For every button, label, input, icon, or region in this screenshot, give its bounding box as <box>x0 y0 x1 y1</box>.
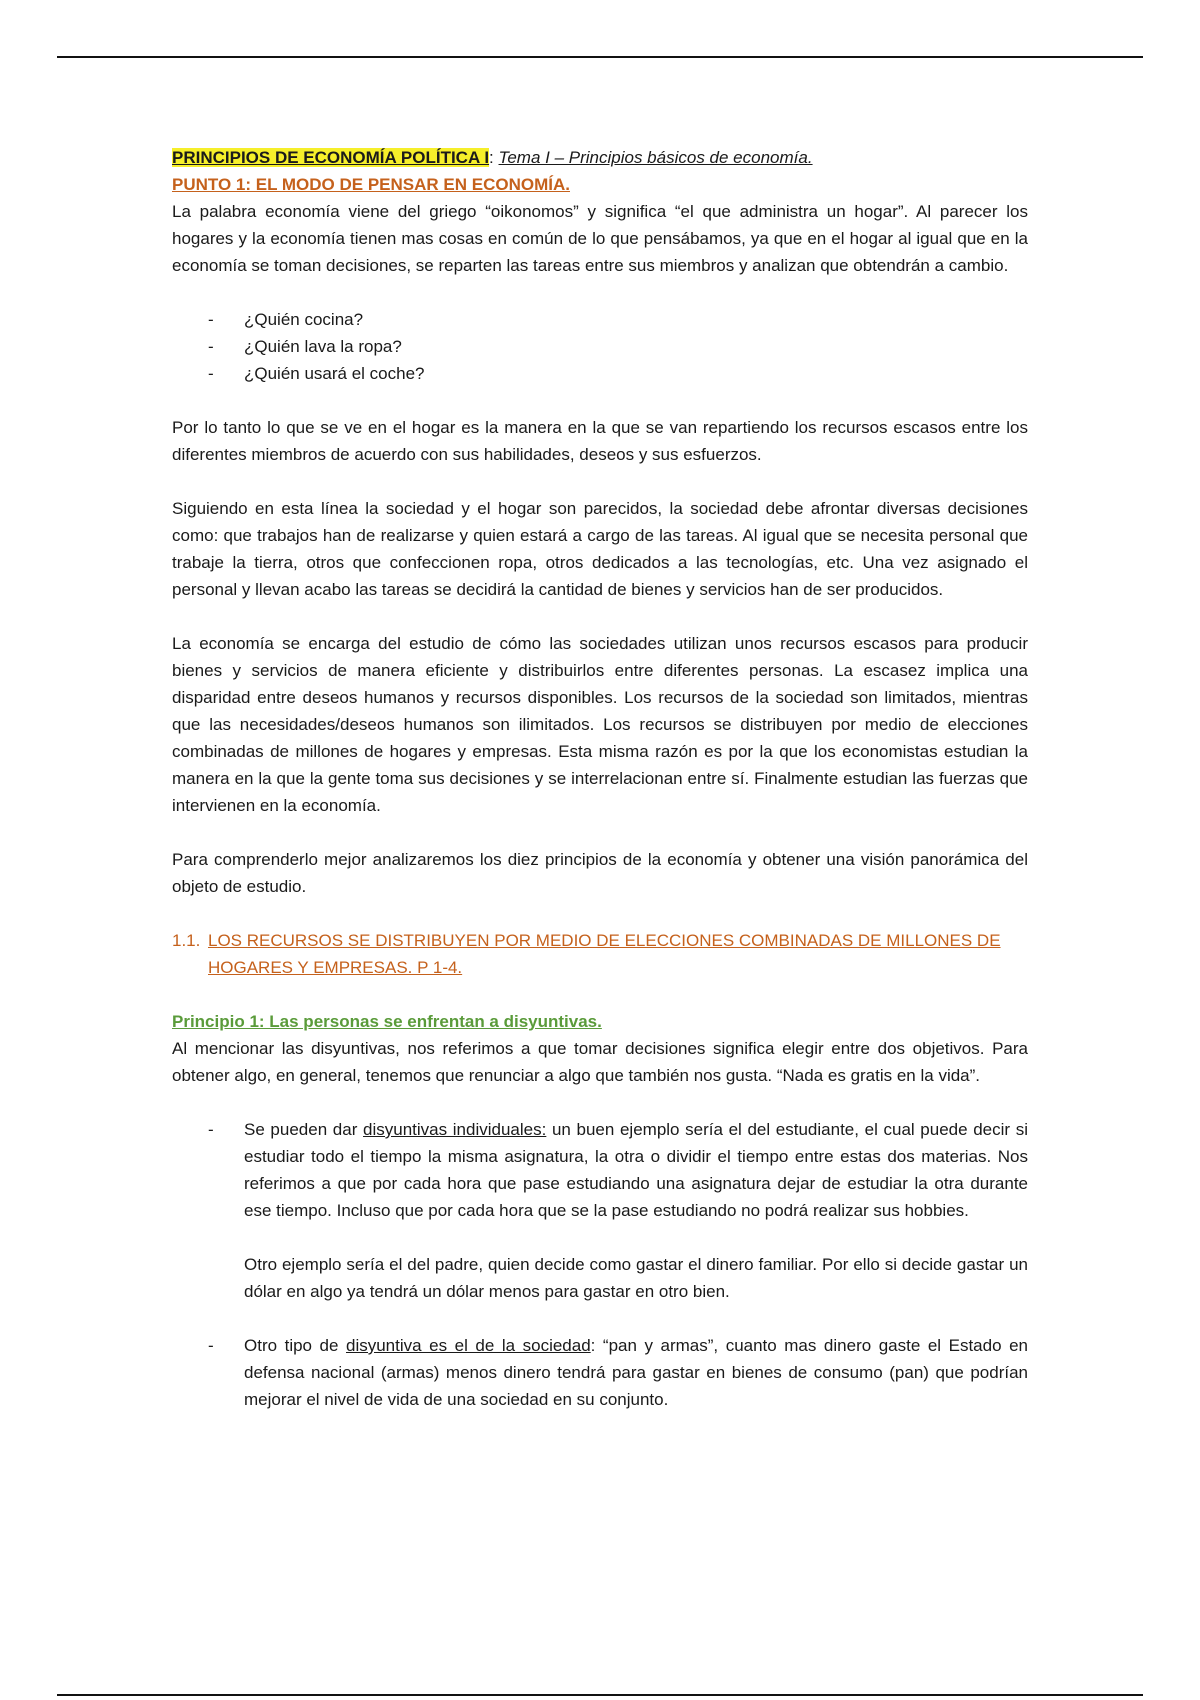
document-header <box>172 144 1028 171</box>
disyuntivas-list <box>172 1116 1028 1224</box>
list-item: - ¿Quién cocina? <box>208 310 364 329</box>
topic-title: Tema I – Principios básicos de economía. <box>498 148 813 167</box>
list-item: - ¿Quién lava la ropa? <box>208 337 402 356</box>
document-body <box>172 144 1028 1413</box>
section-title: LOS RECURSOS SE DISTRIBUYEN POR MEDIO DE ELECCIONES COMBINADAS DE MILLONES DE HOGARES Y EMPRESAS. P 1-4. <box>208 931 1001 977</box>
paragraph-etymology: La palabra economía viene del griego “oikonomos” y significa “el que administra un hogar”. Al parecer los hogares y la economía tienen mas cosas en común de lo que pensábamos, ya que en el hogar al igual que en la economía se toman decisiones, se reparten las tareas entre sus miembros y analizan que obtendrán a cambio. <box>172 202 1028 275</box>
disyuntivas-list-2 <box>172 1332 1028 1413</box>
paragraph-society: Siguiendo en esta línea la sociedad y el hogar son parecidos, la sociedad debe afrontar diversas decisiones como: que trabajos han de realizarse y quien estará a cargo de las tareas. Al igual que se necesita personal que trabaje la tierra, otros que confeccionen ropa, otros dedicados a las tecnologías, etc. Una vez asignado el personal y llevan acabo las tareas se decidirá la cantidad de bienes y servicios han de ser producidos. <box>172 499 1028 599</box>
list-item: - ¿Quién usará el coche? <box>208 364 425 383</box>
course-title: PRINCIPIOS DE ECONOMÍA POLÍTICA I <box>172 148 490 167</box>
section-number: 1.1. <box>172 931 201 950</box>
term-individual: disyuntivas individuales: <box>363 1120 547 1139</box>
household-questions-list <box>172 306 1028 387</box>
bottom-rule <box>57 1694 1143 1696</box>
paragraph-disyuntivas: Al mencionar las disyuntivas, nos referimos a que tomar decisiones significa elegir entre dos objetivos. Para obtener algo, en general, tenemos que renunciar a algo que también nos gusta. “Nada es gratis en la vida”. <box>172 1039 1028 1085</box>
paragraph-economy-definition: La economía se encarga del estudio de cómo las sociedades utilizan unos recursos escasos para producir bienes y servicios de manera eficiente y distribuirlos entre diferentes personas. La escasez implica una disparidad entre deseos humanos y recursos disponibles. Los recursos de la sociedad son limitados, mientras que las necesidades/deseos humanos son ilimitados. Los recursos se distribuyen por medio de elecciones combinadas de millones de hogares y empresas. Esta misma razón es por la que los economistas estudian la manera en la que la gente toma sus decisiones y se interrelacionan entre sí. Finalmente estudian las fuerzas que intervienen en la economía. <box>172 634 1028 815</box>
header-colon: : <box>489 148 494 167</box>
list-item: - Se pueden dar disyuntivas individuales: un buen ejemplo sería el del estudiante, el cual puede decir si estudiar todo el tiempo la misma asignatura, la otra o dividir el tiempo entre estas dos materias. Nos referimos a que por cada hora que pase estudiando una asignatura dejar de estudiar la otra durante ese tiempo. Incluso que por cada hora que se la pase estudiando no podrá realizar sus hobbies. <box>208 1120 1028 1220</box>
section-1-1-heading <box>172 927 1028 981</box>
paragraph-ten-principles: Para comprenderlo mejor analizaremos los diez principios de la economía y obtener una visión panorámica del objeto de estudio. <box>172 850 1028 896</box>
paragraph-example-padre: Otro ejemplo sería el del padre, quien decide como gastar el dinero familiar. Por ello si decide gastar un dólar en algo ya tendrá un dólar menos para gastar en otro bien. <box>244 1255 1028 1301</box>
top-rule <box>57 56 1143 58</box>
punto1-heading: PUNTO 1: EL MODO DE PENSAR EN ECONOMÍA. <box>172 175 570 194</box>
list-item: - Otro tipo de disyuntiva es el de la sociedad: “pan y armas”, cuanto mas dinero gaste el Estado en defensa nacional (armas) menos dinero tendrá para gastar en bienes de consumo (pan) que podrían mejorar el nivel de vida de una sociedad en su conjunto. <box>208 1336 1028 1409</box>
term-sociedad: disyuntiva es el de la sociedad <box>346 1336 591 1355</box>
paragraph-scarce-resources: Por lo tanto lo que se ve en el hogar es la manera en la que se van repartiendo los recursos escasos entre los diferentes miembros de acuerdo con sus habilidades, deseos y sus esfuerzos. <box>172 418 1028 464</box>
principio1-heading: Principio 1: Las personas se enfrentan a disyuntivas. <box>172 1012 602 1031</box>
